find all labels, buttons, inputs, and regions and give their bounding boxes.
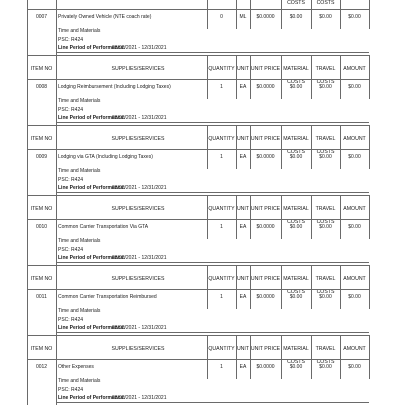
header-unit-price: UNIT PRICE [250, 276, 281, 282]
item-period-dates: 03/08/2021 - 12/31/2021 [112, 255, 167, 261]
item-contract-type: Time and Materials [58, 378, 101, 384]
item-amount: $0.00 [348, 84, 361, 90]
item-travel-costs: $0.00 [319, 224, 332, 230]
header-top-line [27, 265, 369, 266]
item-unit: EA [239, 294, 247, 300]
header-top-line [27, 195, 369, 196]
item-description: Privately Owned Vehicle (NTE coach rate) [58, 14, 152, 20]
header-top-line [27, 335, 369, 336]
item-quantity: 0 [220, 14, 223, 20]
item-quantity: 1 [220, 154, 223, 160]
item-unit: EA [239, 84, 247, 90]
item-period-underline [56, 52, 369, 53]
header-amount: AMOUNT [343, 66, 366, 72]
header-unit: UNIT [236, 346, 250, 352]
header-amount: AMOUNT [343, 136, 366, 142]
header-costs-material: COSTS [287, 0, 305, 6]
item-number: 0010 [35, 224, 48, 230]
header-travel-costs: COSTS [316, 219, 335, 225]
header-travel: TRAVEL [315, 136, 336, 142]
item-description: Lodging via GTA (Including Lodging Taxes) [58, 154, 153, 160]
item-number: 0011 [36, 294, 47, 300]
item-travel-costs: $0.00 [319, 364, 332, 370]
item-description: Other Expenses [58, 364, 94, 370]
header-divider-top [340, 0, 341, 9]
item-quantity: 1 [220, 224, 223, 230]
header-divider-top [207, 0, 208, 9]
header-amount: AMOUNT [343, 346, 366, 352]
header-travel-costs: COSTS [316, 359, 335, 365]
item-quantity: 1 [220, 294, 223, 300]
item-amount: $0.00 [348, 14, 361, 20]
header-item-no: ITEM NO [30, 276, 53, 282]
header-travel-costs: COSTS [316, 149, 335, 155]
item-unit-price: $0.0000 [256, 154, 275, 160]
item-unit-price: $0.0000 [256, 224, 275, 230]
item-psc-code: PSC: R424 [58, 317, 84, 323]
item-material-costs: $0.00 [289, 14, 303, 20]
item-travel-costs: $0.00 [319, 84, 332, 90]
item-period-dates: 03/08/2021 - 12/31/2021 [112, 395, 167, 401]
item-psc-code: PSC: R424 [58, 247, 84, 253]
item-number: 0009 [35, 154, 48, 160]
header-material-costs: COSTS [287, 289, 305, 295]
item-material-costs: $0.00 [289, 154, 303, 160]
header-divider-top [236, 0, 237, 9]
header-material-costs: COSTS [287, 219, 305, 225]
item-quantity: 1 [220, 84, 223, 90]
item-period-label: Line Period of Performance: [58, 395, 125, 401]
item-amount: $0.00 [348, 224, 361, 230]
item-unit: EA [239, 364, 247, 370]
header-divider-top [27, 0, 28, 9]
header-unit: UNIT [236, 276, 250, 282]
item-row-top-line [27, 79, 369, 80]
header-material: MATERIAL [283, 206, 309, 212]
header-amount: AMOUNT [343, 276, 366, 282]
item-period-dates: 03/08/2021 - 12/31/2021 [112, 115, 167, 121]
item-period-label: Line Period of Performance: [58, 325, 125, 331]
header-travel: TRAVEL [315, 276, 336, 282]
header-quantity: QUANTITY [208, 206, 235, 212]
header-item-no: ITEM NO [30, 206, 53, 212]
item-psc-code: PSC: R424 [58, 107, 84, 113]
item-number: 0007 [35, 14, 48, 20]
item-row-top-line [27, 219, 369, 220]
header-divider-top [369, 0, 370, 9]
item-material-costs: $0.00 [289, 364, 303, 370]
header-unit-price: UNIT PRICE [250, 206, 281, 212]
header-quantity: QUANTITY [208, 276, 235, 282]
item-contract-type: Time and Materials [58, 238, 101, 244]
header-unit-price: UNIT PRICE [250, 346, 281, 352]
header-unit: UNIT [236, 206, 250, 212]
header-unit: UNIT [236, 66, 250, 72]
header-material-costs: COSTS [287, 149, 305, 155]
header-supplies-services: SUPPLIES/SERVICES [111, 206, 165, 212]
item-row-top-line [27, 289, 369, 290]
item-travel-costs: $0.00 [319, 154, 332, 160]
item-row-top-line [27, 149, 369, 150]
header-item-no: ITEM NO [30, 66, 53, 72]
item-period-underline [56, 332, 369, 333]
header-material: MATERIAL [283, 276, 309, 282]
item-material-costs: $0.00 [289, 224, 303, 230]
item-unit-price: $0.0000 [256, 364, 275, 370]
header-unit-price: UNIT PRICE [250, 66, 281, 72]
item-period-label: Line Period of Performance: [58, 255, 125, 261]
header-divider-top [56, 0, 57, 9]
item-unit-price: $0.0000 [256, 14, 275, 20]
header-supplies-services: SUPPLIES/SERVICES [111, 66, 165, 72]
item-period-underline [56, 262, 369, 263]
item-travel-costs: $0.00 [319, 14, 332, 20]
item-amount: $0.00 [348, 294, 361, 300]
item-period-dates: 03/08/2021 - 12/31/2021 [112, 325, 167, 331]
item-number: 0012 [35, 364, 48, 370]
header-supplies-services: SUPPLIES/SERVICES [111, 346, 165, 352]
header-material-costs: COSTS [287, 359, 305, 365]
header-quantity: QUANTITY [208, 136, 235, 142]
item-contract-type: Time and Materials [58, 308, 101, 314]
item-amount: $0.00 [348, 364, 361, 370]
header-top-line [27, 125, 369, 126]
item-contract-type: Time and Materials [58, 168, 101, 174]
header-divider-top [311, 0, 312, 9]
item-amount: $0.00 [348, 154, 361, 160]
header-item-no: ITEM NO [30, 136, 53, 142]
item-contract-type: Time and Materials [58, 28, 101, 34]
header-item-no: ITEM NO [30, 346, 53, 352]
item-description: Common Carrier Transportation Reimbursed [58, 294, 157, 300]
item-period-label: Line Period of Performance: [58, 115, 125, 121]
header-divider-top [250, 0, 251, 9]
item-period-dates: 03/08/2021 - 12/31/2021 [112, 185, 167, 191]
header-quantity: QUANTITY [208, 346, 235, 352]
header-costs-travel: COSTS [316, 0, 335, 6]
header-travel-costs: COSTS [316, 289, 335, 295]
item-period-underline [56, 192, 369, 193]
header-travel: TRAVEL [315, 346, 336, 352]
item-psc-code: PSC: R424 [58, 177, 84, 183]
item-number: 0008 [35, 84, 48, 90]
item-description: Common Carrier Transportation Via GTA [58, 224, 149, 230]
item-material-costs: $0.00 [289, 84, 303, 90]
item-unit-price: $0.0000 [256, 294, 275, 300]
item-row-top-line [27, 9, 369, 10]
header-divider-top [281, 0, 282, 9]
item-period-underline [56, 402, 369, 403]
item-unit: ML [239, 14, 247, 20]
header-unit: UNIT [236, 136, 250, 142]
item-unit: EA [239, 154, 247, 160]
item-unit: EA [239, 224, 247, 230]
item-period-label: Line Period of Performance: [58, 185, 125, 191]
item-period-underline [56, 122, 369, 123]
item-material-costs: $0.00 [289, 294, 303, 300]
item-row-top-line [27, 359, 369, 360]
item-travel-costs: $0.00 [319, 294, 332, 300]
header-supplies-services: SUPPLIES/SERVICES [111, 136, 165, 142]
header-supplies-services: SUPPLIES/SERVICES [111, 276, 165, 282]
header-material: MATERIAL [283, 346, 309, 352]
item-psc-code: PSC: R424 [58, 387, 84, 393]
header-material: MATERIAL [283, 66, 309, 72]
header-material-costs: COSTS [287, 79, 305, 85]
item-contract-type: Time and Materials [58, 98, 101, 104]
header-quantity: QUANTITY [208, 66, 235, 72]
header-travel: TRAVEL [315, 206, 336, 212]
header-top-line [27, 55, 369, 56]
header-travel-costs: COSTS [316, 79, 335, 85]
item-psc-code: PSC: R424 [58, 37, 84, 43]
header-travel: TRAVEL [315, 66, 336, 72]
header-unit-price: UNIT PRICE [250, 136, 281, 142]
item-period-dates: 03/08/2021 - 12/31/2021 [112, 45, 167, 51]
header-material: MATERIAL [283, 136, 309, 142]
item-description: Lodging Reimbursement (Including Lodging Taxes) [58, 84, 171, 90]
item-quantity: 1 [220, 364, 223, 370]
item-period-label: Line Period of Performance: [58, 45, 125, 51]
header-amount: AMOUNT [343, 206, 366, 212]
item-unit-price: $0.0000 [256, 84, 275, 90]
